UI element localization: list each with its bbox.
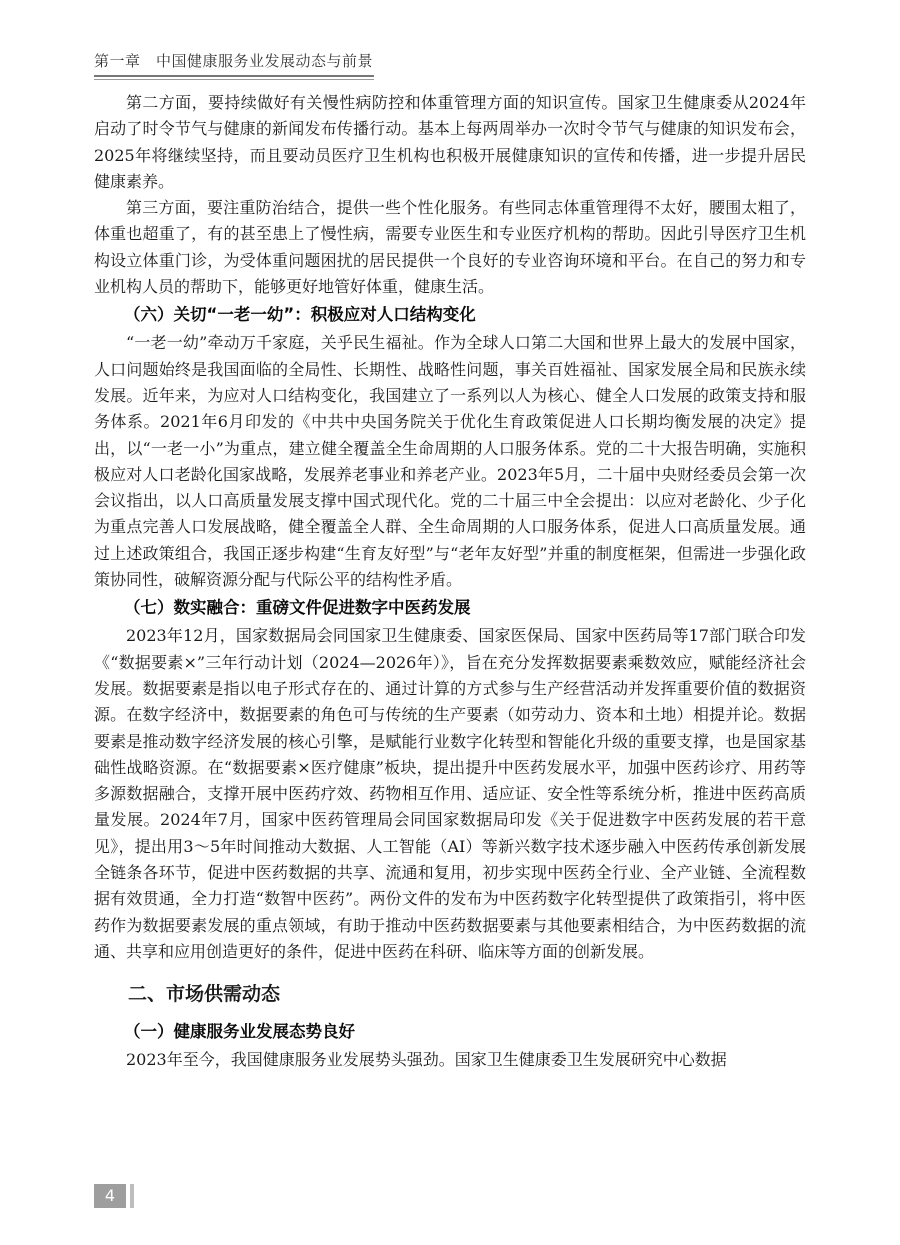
header-rule	[94, 75, 374, 77]
chapter-title: 第一章 中国健康服务业发展动态与前景	[94, 52, 374, 70]
paragraph: 2023年12月，国家数据局会同国家卫生健康委、国家医保局、国家中医药局等17部门联合印发《“数据要素×”三年行动计划（2024—2026年）》，旨在充分发挥数据要素乘数效应，赋能经济社会发展。数据要素是指以电子形式存在的、通过计算的方式参与生产经营活动并发挥重要价值的数据资源。在数字经济中，数据要素的角色可与传统的生产要素（如劳动力、资本和土地）相提并论。数据要素是推动数字经济发展的核心引擎，是赋能行业数字化转型和智能化升级的重要支撑，也是国家基础性战略资源。在“数据要素×医疗健康”板块，提出提升中医药发展水平，加强中医药诊疗、用药等多源数据融合，支撑开展中医药疗效、药物相互作用、适应证、安全性等系统分析，推进中医药高质量发展。2024年7月，国家中医药管理局会同国家数据局印发《关于促进数字中医药发展的若干意见》，提出用3～5年时间推动大数据、人工智能（AI）等新兴数字技术逐步融入中医药传承创新发展全链条各环节，促进中医药数据的共享、流通和复用，初步实现中医药全行业、全产业链、全流程数据有效贯通，全力打造“数智中医药”。两份文件的发布为中医药数字化转型提供了政策指引，将中医药作为数据要素发展的重点领域，有助于推动中医药数据要素与其他要素相结合，为中医药数据的流通、共享和应用创造更好的条件，促进中医药在科研、临床等方面的创新发展。	[94, 626, 806, 961]
paragraph: “一老一幼”牵动万千家庭，关乎民生福祉。作为全球人口第二大国和世界上最大的发展中国家，人口问题始终是我国面临的全局性、长期性、战略性问题，事关百姓福祉、国家发展全局和民族永续发展。近年来，为应对人口结构变化，我国建立了一系列以人为核心、健全人口发展的政策支持和服务体系。2021年6月印发的《中共中央国务院关于优化生育政策促进人口长期均衡发展的决定》提出，以“一老一小”为重点，建立健全覆盖全生命周期的人口服务体系。党的二十大报告明确，实施积极应对人口老龄化国家战略，发展养老事业和养老产业。2023年5月，二十届中央财经委员会第一次会议指出，以人口高质量发展支撑中国式现代化。党的二十届三中全会提出：以应对老龄化、少子化为重点完善人口发展战略，健全覆盖全人群、全生命周期的人口服务体系，促进人口高质量发展。通过上述政策组合，我国正逐步构建“生育友好型”与“老年友好型”并重的制度框架，但需进一步强化政策协同性，破解资源分配与代际公平的结构性矛盾。	[94, 333, 806, 590]
paragraph: 第三方面，要注重防治结合，提供一些个性化服务。有些同志体重管理得不太好，腰围太粗了，体重也超重了，有的甚至患上了慢性病，需要专业医生和专业医疗机构的帮助。因此引导医疗卫生机构设立体重门诊，为受体重问题困扰的居民提供一个良好的专业咨询环境和平台。在自己的努力和专业机构人员的帮助下，能够更好地管好体重，健康生活。	[94, 198, 806, 297]
footer-bar	[130, 1184, 134, 1208]
subsection-heading: （六）关切“一老一幼”：积极应对人口结构变化	[124, 305, 476, 325]
subsection-heading: （七）数实融合：重磅文件促进数字中医药发展	[124, 598, 471, 618]
page-body	[94, 90, 806, 1074]
subsection-heading: （一）健康服务业发展态势良好	[124, 1022, 355, 1042]
section-heading: 二、市场供需动态	[128, 983, 281, 1006]
page-number: 4	[94, 1184, 126, 1208]
paragraph: 第二方面，要持续做好有关慢性病防控和体重管理方面的知识宣传。国家卫生健康委从2024年启动了时令节气与健康的新闻发布传播行动。基本上每两周举办一次时令节气与健康的知识发布会，2025年将继续坚持，而且要动员医疗卫生机构也积极开展健康知识的宣传和传播，进一步提升居民健康素养。	[94, 93, 806, 191]
paragraph: 2023年至今，我国健康服务业发展势头强劲。国家卫生健康委卫生发展研究中心数据	[126, 1050, 727, 1070]
header-rule-thin	[94, 79, 374, 80]
running-header	[94, 50, 374, 71]
